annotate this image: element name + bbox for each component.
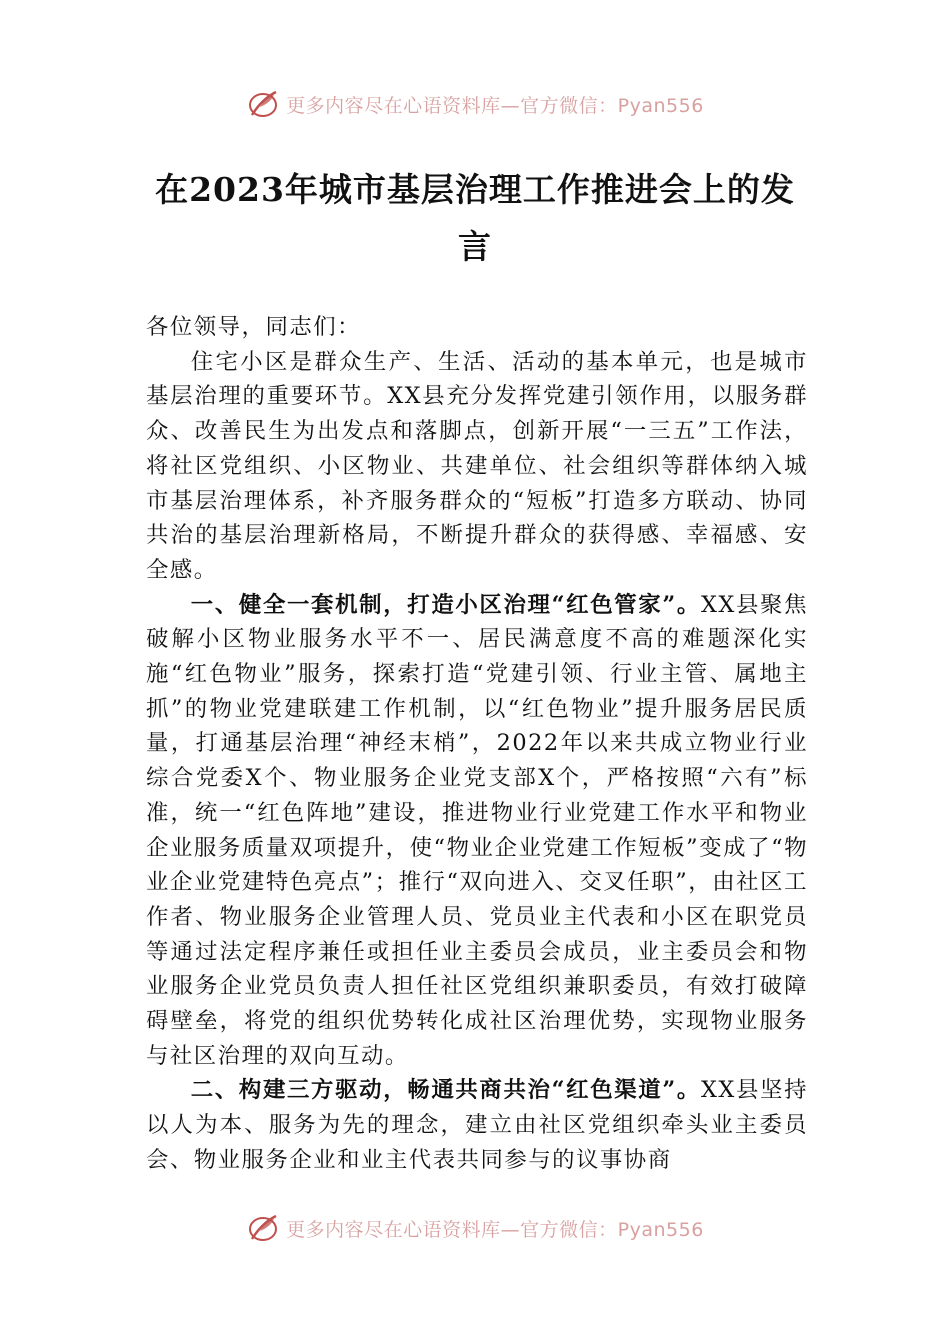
document-title-line-2: 言 — [458, 227, 492, 266]
document-body — [146, 310, 808, 1215]
section-1-heading: 一、健全一套机制，打造小区治理“红色管家”。 — [190, 591, 701, 618]
section-2-paragraph — [146, 1073, 808, 1177]
section-2-body: XX县坚持以人为本、服务为先的理念，建立由社区党组织牵头业主委员会、物业服务企业和业主代表共同参与的议事协商 — [146, 1077, 808, 1173]
watermark-text: 更多内容尽在心语资料库—官方微信：Pyan556 — [286, 1218, 704, 1241]
quill-logo-icon — [246, 1213, 280, 1243]
section-1-paragraph — [146, 588, 808, 1074]
section-2-heading: 二、构建三方驱动，畅通共商共治“红色渠道”。 — [190, 1077, 701, 1104]
document-title-line-1: 在2023年城市基层治理工作推进会上的发 — [155, 170, 795, 209]
intro-paragraph: 住宅小区是群众生产、生活、活动的基本单元，也是城市基层治理的重要环节。XX县充分发挥党建引领作用，以服务群众、改善民生为出发点和落脚点，创新开展“一三五”工作法，将社区党组织、小区物业、共建单位、社会组织等群体纳入城市基层治理体系，补齐服务群众的“短板”打造多方联动、协同共治的基层治理新格局，不断提升群众的获得感、幸福感、安全感。 — [146, 348, 808, 583]
watermark-header — [0, 86, 950, 122]
salutation: 各位领导，同志们： — [146, 314, 362, 340]
watermark-footer — [0, 1208, 950, 1244]
watermark-text: 更多内容尽在心语资料库—官方微信：Pyan556 — [286, 94, 704, 117]
quill-logo-icon — [246, 89, 280, 119]
section-1-body: XX县聚焦破解小区物业服务水平不一、居民满意度不高的难题深化实施“红色物业”服务，探索打造“党建引领、行业主管、属地主抓”的物业党建联建工作机制，以“红色物业”提升服务居民质量，打通基层治理“神经末梢”，2022年以来共成立物业行业综合党委X个、物业服务企业党支部X个，严格按照“六有”标准，统一“红色阵地”建设，推进物业行业党建工作水平和物业企业服务质量双项提升，使“物业企业党建工作短板”变成了“物业企业党建特色亮点”；推行“双向进入、交叉任职”，由社区工作者、物业服务企业管理人员、党员业主代表和小区在职党员等通过法定程序兼任或担任业主委员会成员，业主委员会和物业服务企业党员负责人担任社区党组织兼职委员，有效打破障碍壁垒，将党的组织优势转化成社区治理优势，实现物业服务与社区治理的双向互动。 — [146, 591, 808, 1069]
